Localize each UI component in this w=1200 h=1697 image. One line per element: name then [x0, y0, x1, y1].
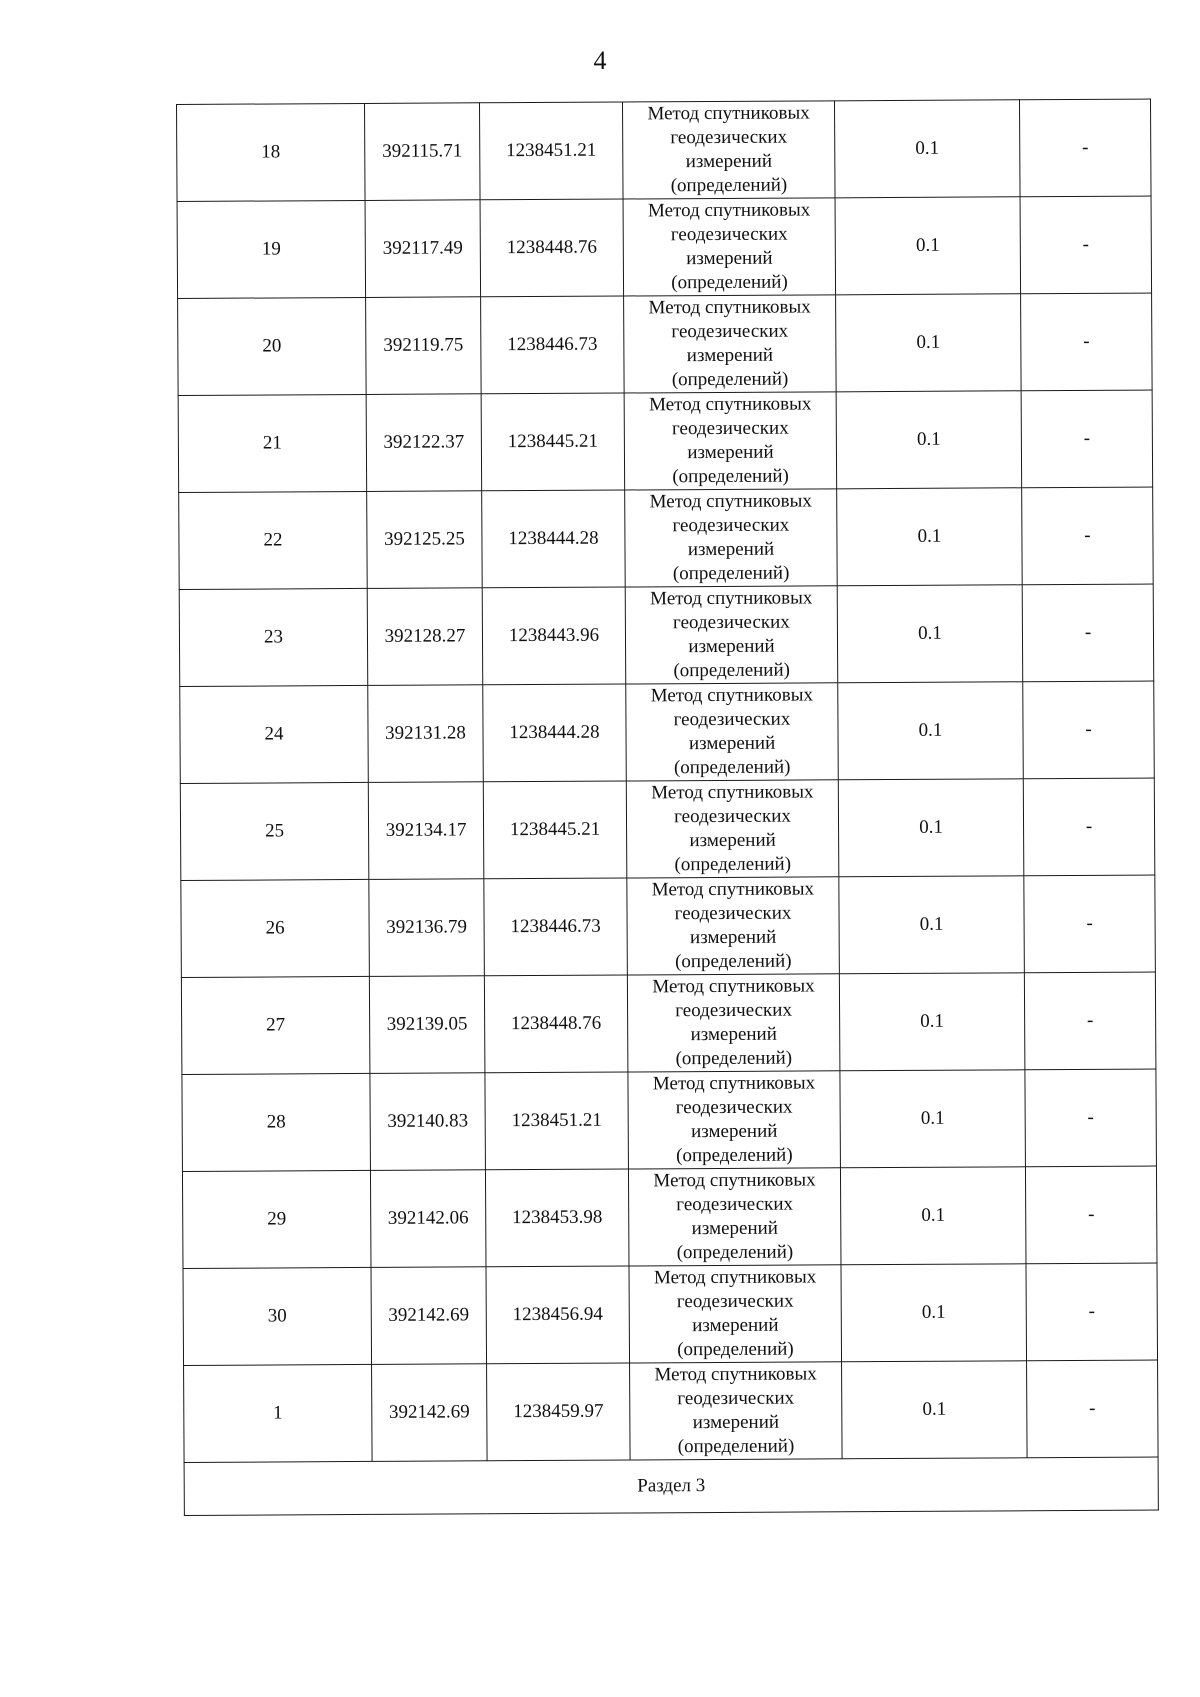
accuracy-cell: 0.1	[838, 779, 1024, 877]
method-line: Метод спутниковых	[647, 102, 810, 125]
accuracy-cell: 0.1	[839, 876, 1025, 974]
method-line: геодезических	[674, 902, 792, 925]
method-cell	[628, 1071, 841, 1169]
method-line: Метод спутниковых	[648, 296, 811, 319]
accuracy-cell: 0.1	[837, 488, 1023, 586]
method-line: Метод спутниковых	[650, 587, 813, 610]
accuracy-cell: 0.1	[834, 100, 1020, 198]
method-line: (определений)	[673, 659, 790, 682]
method-cell	[624, 392, 837, 490]
method-cell	[628, 1168, 841, 1266]
method-line: измерений	[689, 926, 777, 949]
x-coordinate-cell: 392117.49	[365, 200, 481, 298]
y-coordinate-cell: 1238453.98	[485, 1169, 629, 1267]
y-coordinate-cell: 1238456.94	[486, 1266, 630, 1364]
point-number-cell: 26	[181, 879, 370, 977]
method-line: геодезических	[671, 320, 789, 343]
method-cell	[622, 101, 835, 199]
method-line: (определений)	[672, 562, 790, 585]
method-line: измерений	[692, 1314, 779, 1337]
method-line: геодезических	[671, 417, 789, 440]
method-cell	[626, 683, 839, 781]
method-line: геодезических	[677, 1387, 795, 1410]
method-line: геодезических	[676, 1193, 794, 1216]
table-row	[182, 1069, 1157, 1171]
table-row	[181, 875, 1156, 977]
table-row	[180, 778, 1155, 880]
accuracy-cell: 0.1	[842, 1361, 1028, 1459]
x-coordinate-cell: 392131.28	[368, 685, 484, 783]
accuracy-cell: 0.1	[841, 1264, 1027, 1362]
table-row	[177, 99, 1152, 201]
note-cell: -	[1025, 1166, 1157, 1264]
method-cell	[623, 198, 836, 296]
table-row	[180, 681, 1155, 783]
method-line: Метод спутниковых	[650, 684, 813, 707]
coordinates-table	[176, 99, 1159, 1516]
y-coordinate-cell: 1238444.28	[482, 490, 626, 588]
method-line: Метод спутниковых	[653, 1266, 817, 1289]
method-line: (определений)	[670, 174, 788, 197]
method-line: (определений)	[675, 1047, 793, 1070]
method-line: (определений)	[674, 853, 792, 876]
accuracy-cell: 0.1	[840, 1167, 1026, 1265]
note-cell: -	[1026, 1263, 1158, 1361]
point-number-cell: 28	[182, 1073, 371, 1171]
point-number-cell: 23	[179, 588, 368, 686]
point-number-cell: 24	[180, 685, 369, 783]
note-cell: -	[1024, 972, 1156, 1070]
note-cell: -	[1019, 99, 1151, 197]
method-line: Метод спутниковых	[654, 1363, 817, 1386]
x-coordinate-cell: 392136.79	[369, 879, 485, 977]
method-cell	[626, 780, 839, 878]
method-line: геодезических	[670, 223, 788, 246]
section-row	[184, 1457, 1158, 1515]
coordinates-table-body	[177, 99, 1159, 1462]
method-line: (определений)	[671, 368, 789, 391]
method-line: (определений)	[676, 1144, 793, 1167]
point-number-cell: 18	[177, 103, 366, 201]
y-coordinate-cell: 1238451.21	[485, 1072, 629, 1170]
method-line: измерений	[691, 1217, 779, 1240]
table-row	[183, 1263, 1158, 1365]
note-cell: -	[1022, 584, 1154, 682]
note-cell: -	[1020, 196, 1152, 294]
method-line: геодезических	[672, 514, 790, 537]
y-coordinate-cell: 1238448.76	[480, 199, 624, 297]
section-label: Раздел 3	[184, 1457, 1158, 1515]
method-cell	[624, 295, 837, 393]
method-line: геодезических	[673, 708, 791, 731]
method-line: измерений	[688, 732, 776, 755]
note-cell: -	[1027, 1360, 1159, 1458]
table-row	[184, 1360, 1159, 1462]
page-number: 4	[593, 46, 607, 75]
method-cell	[630, 1362, 843, 1460]
method-line: геодезических	[676, 1290, 794, 1313]
accuracy-cell: 0.1	[836, 391, 1022, 489]
method-line: Метод спутниковых	[649, 490, 812, 513]
method-line: измерений	[691, 1120, 778, 1143]
method-line: геодезических	[675, 999, 792, 1022]
point-number-cell: 25	[180, 782, 369, 880]
accuracy-cell: 0.1	[839, 973, 1025, 1071]
point-number-cell: 27	[181, 976, 370, 1074]
method-line: измерений	[686, 344, 774, 367]
note-cell: -	[1021, 293, 1153, 391]
method-cell	[625, 489, 838, 587]
note-cell: -	[1024, 875, 1156, 973]
y-coordinate-cell: 1238459.97	[487, 1363, 631, 1461]
x-coordinate-cell: 392142.06	[370, 1170, 486, 1268]
method-line: Метод спутниковых	[649, 393, 812, 416]
table-row	[178, 390, 1153, 492]
method-line: Метод спутниковых	[647, 199, 811, 222]
method-line: (определений)	[672, 465, 789, 488]
method-line: (определений)	[674, 950, 792, 973]
accuracy-cell: 0.1	[840, 1070, 1026, 1168]
x-coordinate-cell: 392142.69	[371, 1267, 487, 1365]
method-cell	[627, 877, 840, 975]
method-line: измерений	[690, 1023, 777, 1046]
note-cell: -	[1023, 681, 1155, 779]
y-coordinate-cell: 1238444.28	[483, 684, 627, 782]
method-line: измерений	[689, 829, 776, 852]
x-coordinate-cell: 392115.71	[364, 103, 480, 201]
point-number-cell: 1	[184, 1364, 373, 1462]
accuracy-cell: 0.1	[837, 585, 1023, 683]
method-line: измерений	[685, 150, 773, 173]
method-line: измерений	[687, 441, 774, 464]
point-number-cell: 21	[178, 394, 367, 492]
method-line: геодезических	[675, 1096, 793, 1119]
table-row	[177, 196, 1152, 298]
x-coordinate-cell: 392140.83	[370, 1073, 486, 1171]
x-coordinate-cell: 392119.75	[366, 297, 482, 395]
method-line: (определений)	[671, 271, 788, 294]
table-row	[179, 487, 1154, 589]
method-line: измерений	[692, 1411, 780, 1434]
method-line: (определений)	[673, 756, 791, 779]
method-line: (определений)	[676, 1241, 794, 1264]
method-line: геодезических	[674, 805, 791, 828]
x-coordinate-cell: 392122.37	[366, 394, 482, 492]
x-coordinate-cell: 392125.25	[367, 491, 483, 589]
y-coordinate-cell: 1238446.73	[481, 296, 625, 394]
method-line: геодезических	[672, 611, 790, 634]
y-coordinate-cell: 1238446.73	[484, 878, 628, 976]
note-cell: -	[1025, 1069, 1157, 1167]
y-coordinate-cell: 1238443.96	[482, 587, 626, 685]
method-line: измерений	[687, 538, 775, 561]
accuracy-cell: 0.1	[836, 294, 1022, 392]
note-cell: -	[1021, 390, 1153, 488]
method-line: геодезических	[670, 126, 788, 149]
table-row	[179, 584, 1154, 686]
method-line: (определений)	[677, 1338, 794, 1361]
table-row	[181, 972, 1156, 1074]
note-cell: -	[1022, 487, 1154, 585]
table-row	[178, 293, 1153, 395]
method-cell	[627, 974, 840, 1072]
y-coordinate-cell: 1238445.21	[483, 781, 627, 879]
point-number-cell: 20	[178, 297, 367, 395]
x-coordinate-cell: 392139.05	[369, 976, 485, 1074]
y-coordinate-cell: 1238448.76	[484, 975, 628, 1073]
method-cell	[625, 586, 838, 684]
point-number-cell: 29	[182, 1170, 371, 1268]
x-coordinate-cell: 392142.69	[372, 1364, 488, 1462]
point-number-cell: 22	[179, 491, 368, 589]
accuracy-cell: 0.1	[838, 682, 1024, 780]
y-coordinate-cell: 1238451.21	[479, 102, 623, 200]
method-line: Метод спутниковых	[653, 1169, 816, 1192]
method-line: (определений)	[677, 1435, 795, 1458]
point-number-cell: 19	[177, 200, 366, 298]
x-coordinate-cell: 392128.27	[367, 588, 483, 686]
point-number-cell: 30	[183, 1267, 372, 1365]
note-cell: -	[1023, 778, 1155, 876]
table-row	[182, 1166, 1157, 1268]
x-coordinate-cell: 392134.17	[368, 782, 484, 880]
method-line: Метод спутниковых	[652, 1072, 816, 1095]
method-line: Метод спутниковых	[651, 781, 814, 804]
method-line: измерений	[688, 635, 775, 658]
method-line: Метод спутниковых	[651, 878, 815, 901]
method-line: Метод спутниковых	[652, 975, 815, 998]
method-line: измерений	[686, 247, 773, 270]
y-coordinate-cell: 1238445.21	[481, 393, 625, 491]
accuracy-cell: 0.1	[835, 197, 1021, 295]
method-cell	[629, 1265, 842, 1363]
